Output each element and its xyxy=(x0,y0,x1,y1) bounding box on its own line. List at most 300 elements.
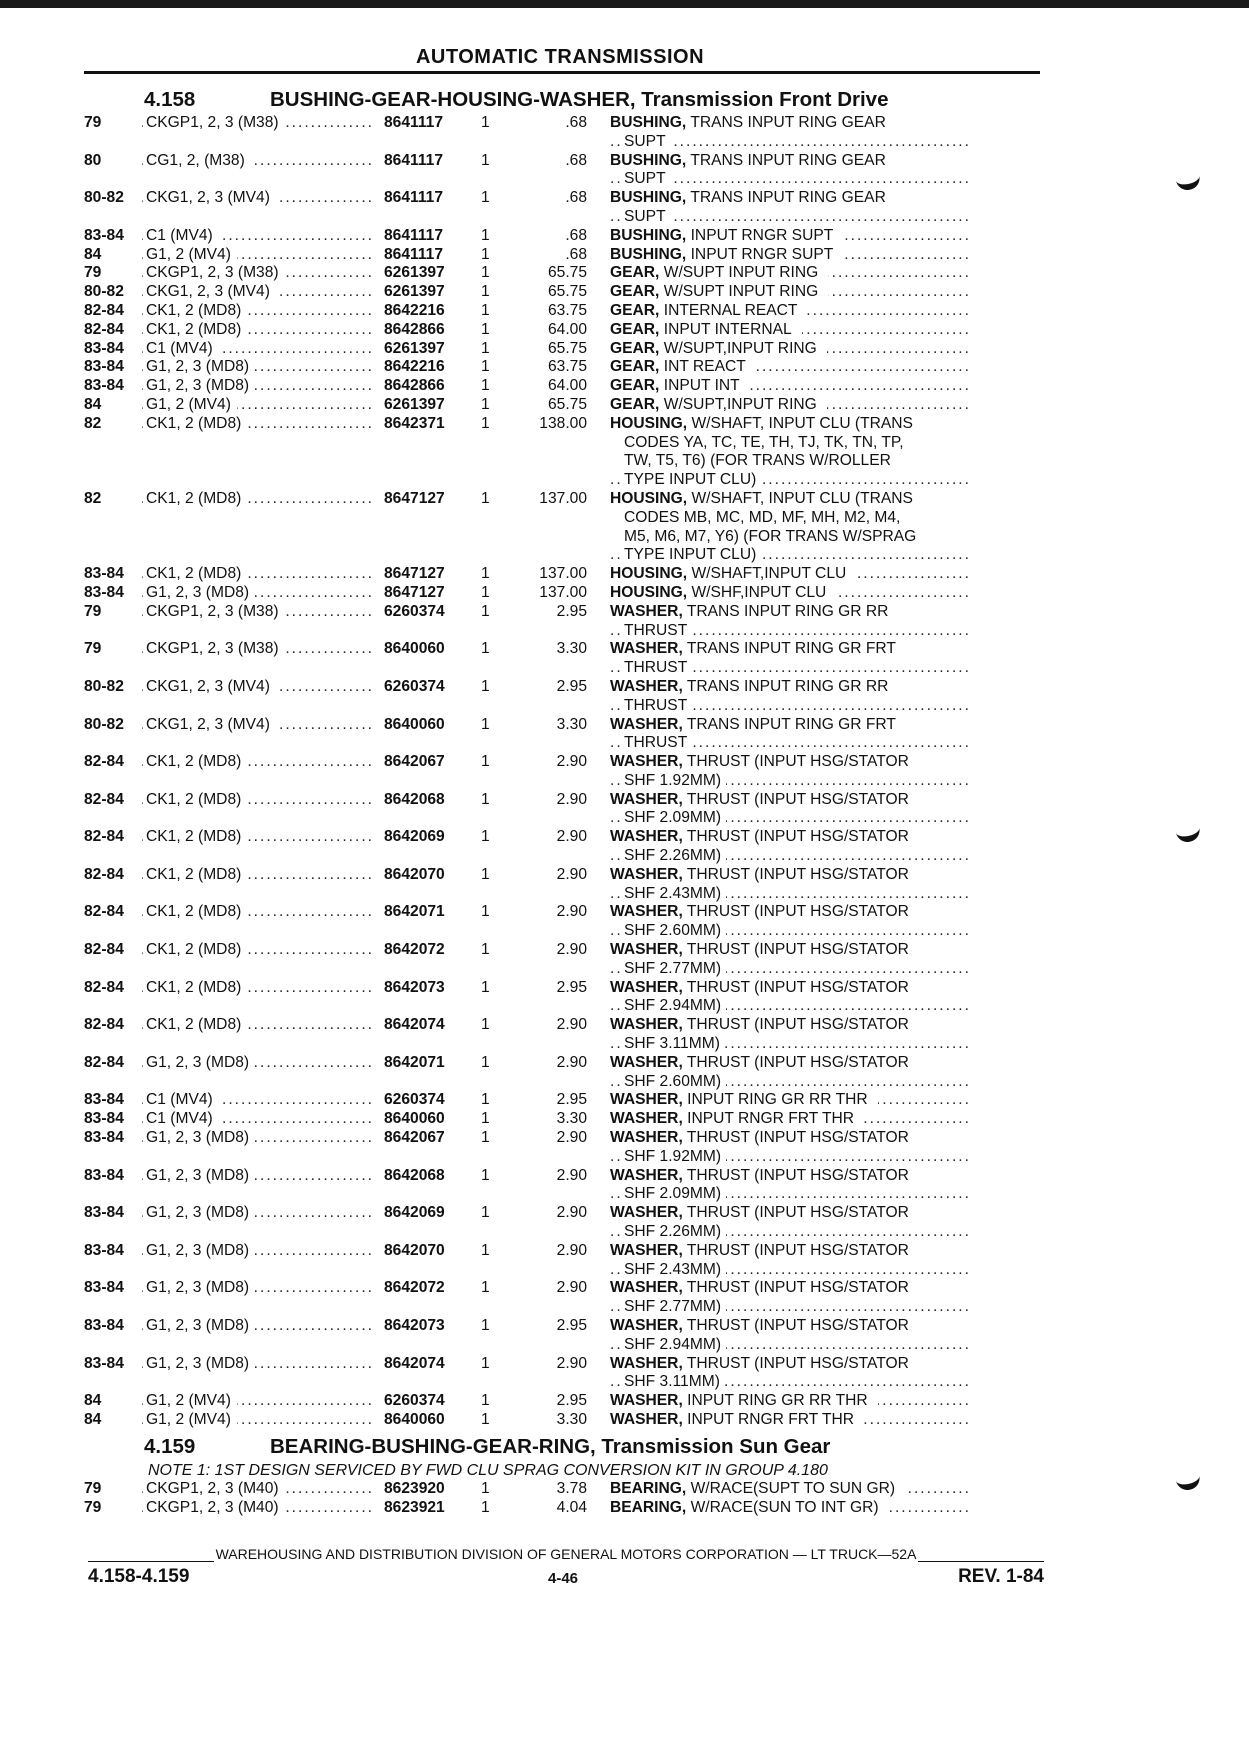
part-number: 8642069 xyxy=(384,1204,445,1222)
part-number: 6260374 xyxy=(384,1091,445,1109)
model-code: CK1, 2 (MD8) xyxy=(146,565,247,582)
model-code: G1, 2, 3 (MD8) xyxy=(146,1317,255,1334)
description-detail: THRUST (INPUT HSG/STATOR xyxy=(687,753,914,770)
description-text: M5, M6, M7, Y6) (FOR TRANS W/SPRAG xyxy=(624,528,921,545)
model-year: 80-82 xyxy=(84,715,124,733)
description-detail: INPUT INT xyxy=(664,377,745,394)
description-text xyxy=(610,377,750,394)
part-description xyxy=(610,678,970,716)
quantity: 1 xyxy=(481,1317,490,1334)
description-line xyxy=(610,885,970,904)
description-line xyxy=(610,772,970,791)
footer-publisher-text: WAREHOUSING AND DISTRIBUTION DIVISION OF GENERAL MOTORS CORPORATION — LT TRUCK—52A xyxy=(215,1546,917,1562)
part-number: 8640060 xyxy=(384,1410,445,1428)
description-text: THRUST xyxy=(624,659,692,676)
model-application xyxy=(142,358,378,377)
model-year: 83-84 xyxy=(84,377,124,395)
model-code: G1, 2, 3 (MD8) xyxy=(146,584,255,601)
model-year: 84 xyxy=(84,1392,102,1410)
description-text xyxy=(610,283,828,300)
model-application xyxy=(142,716,378,735)
model-code: G1, 2, 3 (MD8) xyxy=(146,1204,255,1221)
description-text: SHF 1.92MM) xyxy=(624,772,726,789)
quantity: 1 xyxy=(481,489,490,507)
description-detail: W/SUPT INPUT RING xyxy=(664,283,824,300)
description-text xyxy=(610,358,756,375)
description-line xyxy=(610,358,970,377)
description-line xyxy=(610,565,970,584)
description-line xyxy=(610,753,970,772)
part-description xyxy=(610,1317,970,1355)
price: 2.95 xyxy=(556,602,587,620)
part-type: WASHER, xyxy=(610,602,683,620)
description-text xyxy=(610,321,802,338)
part-number: 8647127 xyxy=(384,565,445,583)
price: 2.90 xyxy=(556,753,587,771)
model-application xyxy=(142,791,378,810)
model-application xyxy=(142,1392,378,1411)
description-line xyxy=(610,791,970,810)
description-text: SHF 3.11MM) xyxy=(624,1035,725,1052)
part-number: 6261397 xyxy=(384,339,445,357)
model-year: 82 xyxy=(84,489,102,507)
description-line xyxy=(610,584,970,603)
description-detail: THRUST (INPUT HSG/STATOR xyxy=(687,1355,914,1372)
model-code: CKGP1, 2, 3 (M40) xyxy=(146,1499,285,1516)
quantity: 1 xyxy=(481,903,490,921)
price: 64.00 xyxy=(547,377,587,395)
description-text xyxy=(610,678,898,695)
model-code: CK1, 2 (MD8) xyxy=(146,490,247,507)
part-type: WASHER, xyxy=(610,1241,683,1259)
description-text: TYPE INPUT CLU) xyxy=(624,546,761,563)
model-code: G1, 2, 3 (MD8) xyxy=(146,358,255,375)
quantity: 1 xyxy=(481,1410,490,1428)
model-code: CK1, 2 (MD8) xyxy=(146,828,247,845)
model-year: 83-84 xyxy=(84,358,124,376)
description-line xyxy=(610,659,970,678)
quantity: 1 xyxy=(481,941,490,959)
part-number: 6261397 xyxy=(384,264,445,282)
quantity: 1 xyxy=(481,1091,490,1109)
table-row xyxy=(84,227,1044,246)
quantity: 1 xyxy=(481,377,490,395)
description-text: SHF 1.92MM) xyxy=(624,1148,726,1165)
part-type: BUSHING, xyxy=(610,226,687,244)
model-year: 84 xyxy=(84,245,102,263)
part-description xyxy=(610,1242,970,1280)
description-line xyxy=(610,415,970,434)
model-year: 83-84 xyxy=(84,1317,124,1334)
description-detail: W/SHAFT, INPUT CLU (TRANS xyxy=(691,415,918,432)
description-detail: THRUST (INPUT HSG/STATOR xyxy=(687,1204,914,1221)
description-line xyxy=(610,1373,970,1392)
description-text xyxy=(610,1392,878,1409)
part-type: HOUSING, xyxy=(610,489,688,507)
description-text xyxy=(610,828,919,845)
model-code: CK1, 2 (MD8) xyxy=(146,415,247,432)
model-code: G1, 2 (MV4) xyxy=(146,1411,237,1428)
part-description xyxy=(610,227,970,246)
parts-table xyxy=(84,114,1044,1430)
part-description xyxy=(610,866,970,904)
price: 3.30 xyxy=(556,715,587,733)
part-type: GEAR, xyxy=(610,339,660,357)
description-line xyxy=(610,640,970,659)
description-line xyxy=(610,227,970,246)
description-line xyxy=(610,1148,970,1167)
part-type: BEARING, xyxy=(610,1479,687,1497)
description-text: THRUST xyxy=(624,734,692,751)
description-text: SUPT xyxy=(624,170,671,187)
description-line xyxy=(610,471,970,490)
model-code: G1, 2, 3 (MD8) xyxy=(146,1129,255,1146)
model-year: 82-84 xyxy=(84,320,124,338)
price: 2.95 xyxy=(556,1091,587,1109)
description-line xyxy=(610,1091,970,1110)
description-line xyxy=(610,1336,970,1355)
description-text: SHF 2.60MM) xyxy=(624,1073,726,1090)
description-text: SHF 2.94MM) xyxy=(624,997,726,1014)
part-description xyxy=(610,979,970,1017)
description-detail: INPUT RING GR RR THR xyxy=(687,1091,873,1108)
description-line xyxy=(610,1392,970,1411)
model-year: 83-84 xyxy=(84,583,124,601)
description-line xyxy=(610,622,970,641)
description-line xyxy=(610,1223,970,1242)
model-code: C1 (MV4) xyxy=(146,340,219,357)
description-line xyxy=(610,1480,970,1499)
part-description xyxy=(610,152,970,190)
model-code: CKGP1, 2, 3 (M40) xyxy=(146,1480,285,1497)
model-code: CK1, 2 (MD8) xyxy=(146,979,247,996)
price: 65.75 xyxy=(547,283,587,301)
model-year: 82 xyxy=(84,414,102,432)
model-year: 83-84 xyxy=(84,1241,124,1259)
model-application xyxy=(142,584,378,603)
model-application xyxy=(142,1054,378,1073)
part-description xyxy=(610,189,970,227)
price: 3.30 xyxy=(556,1410,587,1428)
part-number: 6260374 xyxy=(384,602,445,620)
quantity: 1 xyxy=(481,414,490,432)
price: 2.90 xyxy=(556,1166,587,1184)
binder-hole-mark xyxy=(1174,820,1202,845)
description-detail: THRUST (INPUT HSG/STATOR xyxy=(687,1129,914,1146)
description-line xyxy=(610,114,970,133)
part-type: WASHER, xyxy=(610,1392,683,1410)
model-application xyxy=(142,1242,378,1261)
price: 63.75 xyxy=(547,301,587,319)
model-application xyxy=(142,1411,378,1430)
model-code: CK1, 2 (MD8) xyxy=(146,941,247,958)
description-text xyxy=(610,640,906,657)
table-row xyxy=(84,283,1044,302)
part-description xyxy=(610,1016,970,1054)
description-line xyxy=(610,189,970,208)
price: 3.30 xyxy=(556,1110,587,1128)
part-description xyxy=(610,396,970,415)
price: 2.90 xyxy=(556,828,587,846)
model-application xyxy=(142,678,378,697)
model-application xyxy=(142,1167,378,1186)
model-application xyxy=(142,941,378,960)
description-text xyxy=(610,1129,919,1146)
description-text: SHF 2.94MM) xyxy=(624,1336,726,1353)
description-line xyxy=(610,941,970,960)
part-number: 8640060 xyxy=(384,1110,445,1128)
model-year: 79 xyxy=(84,264,102,282)
quantity: 1 xyxy=(481,151,490,169)
part-number: 8642073 xyxy=(384,1317,445,1334)
price: 2.90 xyxy=(556,1354,587,1372)
part-type: BUSHING, xyxy=(610,245,687,263)
model-application xyxy=(142,1355,378,1374)
description-line xyxy=(610,1110,970,1129)
part-type: WASHER, xyxy=(610,1410,683,1428)
description-line xyxy=(610,1073,970,1092)
model-code: CK1, 2 (MD8) xyxy=(146,903,247,920)
description-detail: TRANS INPUT RING GEAR xyxy=(690,152,891,169)
section-4-158 xyxy=(84,86,1044,1430)
description-line xyxy=(610,264,970,283)
model-year: 83-84 xyxy=(84,1129,124,1147)
part-description xyxy=(610,114,970,152)
description-text xyxy=(610,264,828,281)
table-row xyxy=(84,828,1044,866)
description-line xyxy=(610,452,970,471)
description-detail: INPUT RNGR FRT THR xyxy=(687,1110,859,1127)
model-year: 83-84 xyxy=(84,1279,124,1297)
description-detail: TRANS INPUT RING GEAR xyxy=(690,189,891,206)
description-line xyxy=(610,528,970,547)
description-detail: W/SUPT INPUT RING xyxy=(664,264,824,281)
part-number: 8641117 xyxy=(384,226,443,244)
price: 2.90 xyxy=(556,1053,587,1071)
part-number: 8647127 xyxy=(384,583,445,601)
part-type: WASHER, xyxy=(610,1091,683,1109)
quantity: 1 xyxy=(481,865,490,883)
model-year: 82-84 xyxy=(84,753,124,771)
part-number: 8641117 xyxy=(384,245,443,263)
model-application xyxy=(142,189,378,208)
table-row xyxy=(84,264,1044,283)
table-row xyxy=(84,358,1044,377)
description-text xyxy=(610,340,827,357)
description-detail: W/SHAFT, INPUT CLU (TRANS xyxy=(691,490,918,507)
description-text xyxy=(610,189,896,206)
model-application xyxy=(142,640,378,659)
part-description xyxy=(610,302,970,321)
footer-page-number: 4-46 xyxy=(548,1570,579,1587)
model-code: CG1, 2, (M38) xyxy=(146,152,251,169)
price: 63.75 xyxy=(547,358,587,376)
quantity: 1 xyxy=(481,1129,490,1147)
model-year: 79 xyxy=(84,114,102,131)
part-type: WASHER, xyxy=(610,1279,683,1297)
table-row xyxy=(84,979,1044,1017)
table-row xyxy=(84,584,1044,603)
price: 2.90 xyxy=(556,1279,587,1297)
model-year: 83-84 xyxy=(84,565,124,583)
description-line xyxy=(610,170,970,189)
description-line xyxy=(610,1261,970,1280)
part-type: HOUSING, xyxy=(610,414,688,432)
table-row xyxy=(84,1016,1044,1054)
table-row xyxy=(84,114,1044,152)
model-year: 82-84 xyxy=(84,941,124,959)
part-type: WASHER, xyxy=(610,1204,683,1222)
description-text: SHF 3.11MM) xyxy=(624,1373,725,1390)
part-description xyxy=(610,1411,970,1430)
model-year: 79 xyxy=(84,1479,102,1497)
part-description xyxy=(610,377,970,396)
footer-revision: REV. 1-84 xyxy=(958,1566,1044,1587)
model-application xyxy=(142,340,378,359)
table-row xyxy=(84,603,1044,641)
part-description xyxy=(610,358,970,377)
quantity: 1 xyxy=(481,715,490,733)
price: .68 xyxy=(565,151,587,169)
section-heading: BUSHING-GEAR-HOUSING-WASHER, Transmission Front Drive xyxy=(270,88,889,111)
model-code: G1, 2, 3 (MD8) xyxy=(146,1054,255,1071)
model-code: CKG1, 2, 3 (MV4) xyxy=(146,283,276,300)
description-line xyxy=(610,321,970,340)
table-row xyxy=(84,152,1044,190)
table-row xyxy=(84,340,1044,359)
part-type: WASHER, xyxy=(610,677,683,695)
description-line xyxy=(610,603,970,622)
price: 137.00 xyxy=(539,489,587,507)
part-type: BUSHING, xyxy=(610,151,687,169)
price: 4.04 xyxy=(556,1498,587,1516)
description-text xyxy=(610,1480,905,1497)
part-number: 8647127 xyxy=(384,489,445,507)
quantity: 1 xyxy=(481,189,490,207)
description-text xyxy=(610,941,919,958)
part-description xyxy=(610,716,970,754)
description-line xyxy=(610,1035,970,1054)
description-line xyxy=(610,1204,970,1223)
part-number: 6261397 xyxy=(384,283,445,301)
model-code: CKG1, 2, 3 (MV4) xyxy=(146,678,276,695)
description-line xyxy=(610,734,970,753)
model-year: 80 xyxy=(84,151,102,169)
quantity: 1 xyxy=(481,790,490,808)
description-text xyxy=(610,1110,864,1127)
part-number: 6260374 xyxy=(384,1392,445,1410)
model-application xyxy=(142,283,378,302)
part-number: 8642071 xyxy=(384,1053,445,1071)
quantity: 1 xyxy=(481,640,490,658)
quantity: 1 xyxy=(481,358,490,376)
quantity: 1 xyxy=(481,1354,490,1372)
description-line xyxy=(610,340,970,359)
description-text xyxy=(610,415,923,432)
model-year: 82-84 xyxy=(84,828,124,846)
part-description xyxy=(610,565,970,584)
part-description xyxy=(610,1167,970,1205)
model-application xyxy=(142,1480,378,1499)
model-year: 83-84 xyxy=(84,1091,124,1109)
part-number: 8642216 xyxy=(384,358,445,376)
table-row xyxy=(84,1091,1044,1110)
part-type: GEAR, xyxy=(610,377,660,395)
part-description xyxy=(610,321,970,340)
table-row xyxy=(84,1411,1044,1430)
model-code: C1 (MV4) xyxy=(146,227,219,244)
part-type: WASHER, xyxy=(610,865,683,883)
price: 138.00 xyxy=(539,414,587,432)
table-row xyxy=(84,490,1044,565)
part-number: 8641117 xyxy=(384,189,443,207)
model-year: 82-84 xyxy=(84,301,124,319)
quantity: 1 xyxy=(481,1053,490,1071)
table-row xyxy=(84,415,1044,490)
model-year: 82-84 xyxy=(84,978,124,996)
description-text xyxy=(610,114,896,131)
part-type: BUSHING, xyxy=(610,189,687,207)
part-description xyxy=(610,264,970,283)
model-year: 79 xyxy=(84,602,102,620)
table-row xyxy=(84,941,1044,979)
model-code: CK1, 2 (MD8) xyxy=(146,321,247,338)
description-detail: THRUST (INPUT HSG/STATOR xyxy=(687,1317,914,1334)
description-line xyxy=(610,697,970,716)
table-row xyxy=(84,1129,1044,1167)
table-row xyxy=(84,1054,1044,1092)
footer-section-range: 4.158-4.159 xyxy=(88,1566,190,1587)
model-code: C1 (MV4) xyxy=(146,1091,219,1108)
description-text: SHF 2.09MM) xyxy=(624,1185,726,1202)
part-number: 8623920 xyxy=(384,1479,445,1497)
description-line xyxy=(610,1185,970,1204)
model-application xyxy=(142,415,378,434)
model-year: 82-84 xyxy=(84,1016,124,1034)
description-text xyxy=(610,791,919,808)
quantity: 1 xyxy=(481,1498,490,1516)
description-text xyxy=(610,753,919,770)
description-text xyxy=(610,866,919,883)
model-code: G1, 2, 3 (MD8) xyxy=(146,1279,255,1296)
part-type: WASHER, xyxy=(610,828,683,846)
part-type: WASHER, xyxy=(610,903,683,921)
description-text xyxy=(610,603,898,620)
price: 2.95 xyxy=(556,1317,587,1334)
quantity: 1 xyxy=(481,677,490,695)
quantity: 1 xyxy=(481,828,490,846)
part-description xyxy=(610,1091,970,1110)
part-type: GEAR, xyxy=(610,264,660,282)
table-row xyxy=(84,903,1044,941)
scan-top-edge xyxy=(0,0,1249,8)
model-code: CKGP1, 2, 3 (M38) xyxy=(146,114,285,131)
part-type: WASHER, xyxy=(610,715,683,733)
part-type: HOUSING, xyxy=(610,565,688,583)
description-detail: TRANS INPUT RING GR RR xyxy=(687,678,894,695)
table-row xyxy=(84,1167,1044,1205)
price: 2.90 xyxy=(556,865,587,883)
quantity: 1 xyxy=(481,565,490,583)
table-row xyxy=(84,866,1044,904)
price: 2.90 xyxy=(556,1241,587,1259)
quantity: 1 xyxy=(481,264,490,282)
part-type: GEAR, xyxy=(610,320,660,338)
description-line xyxy=(610,546,970,565)
part-number: 8642069 xyxy=(384,828,445,846)
part-description xyxy=(610,903,970,941)
part-number: 6261397 xyxy=(384,395,445,413)
